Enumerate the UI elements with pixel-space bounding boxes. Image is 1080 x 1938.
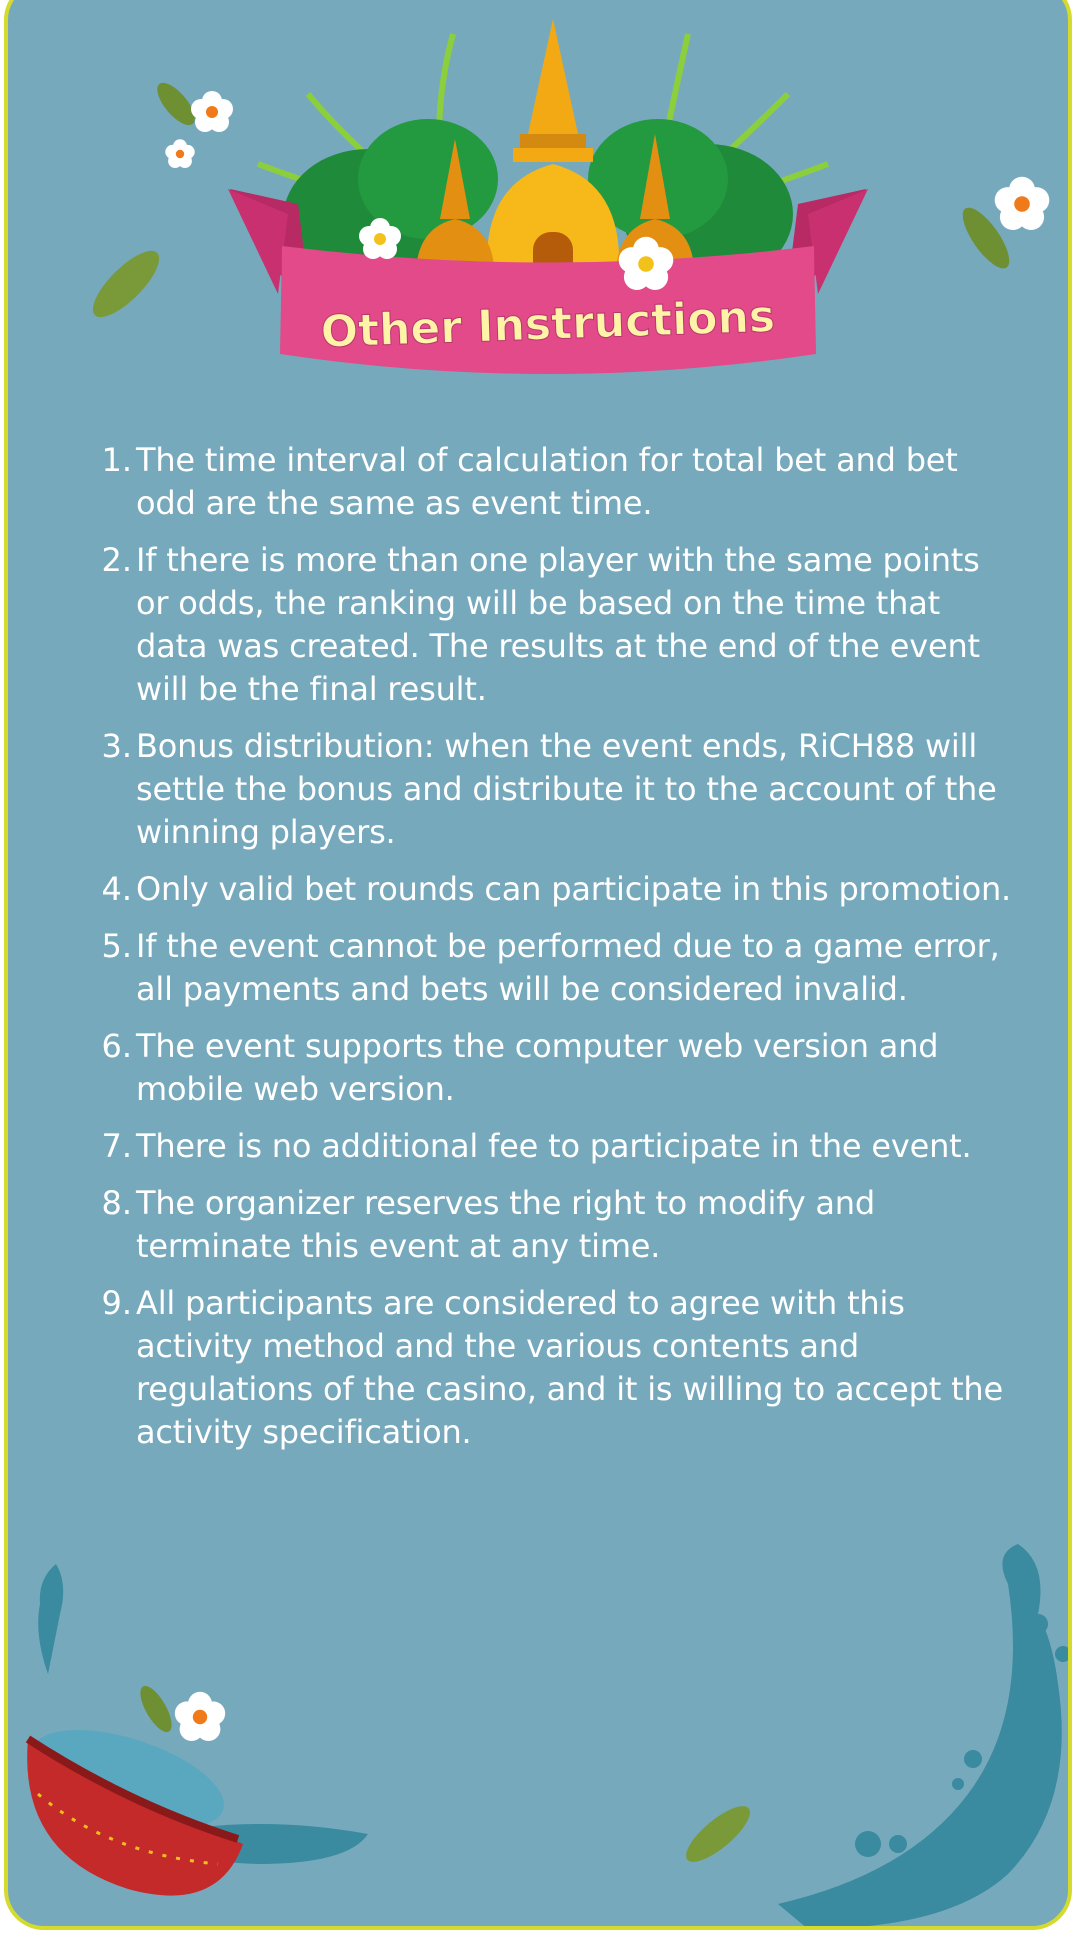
item-text: There is no additional fee to participate in the event. (136, 1127, 972, 1165)
water-splash-icon (778, 1544, 1071, 1929)
item-number: 9. (101, 1284, 132, 1322)
instructions-list (96, 439, 1016, 1468)
item-text: If the event cannot be performed due to a game error, all payments and bets will be considered invalid. (136, 927, 1000, 1008)
list-item (96, 725, 1016, 854)
water-drop-icon (38, 1564, 63, 1674)
list-item (96, 1125, 1016, 1168)
item-number: 3. (101, 727, 132, 765)
item-text: Only valid bet rounds can participate in this promotion. (136, 870, 1012, 908)
item-number: 7. (101, 1127, 132, 1165)
item-text: Bonus distribution: when the event ends, RiCH88 will settle the bonus and distribute it to the account of the winning players. (136, 727, 997, 851)
list-item (96, 925, 1016, 1011)
list-item (96, 439, 1016, 525)
item-text: The organizer reserves the right to modify and terminate this event at any time. (136, 1184, 876, 1265)
item-text: All participants are considered to agree with this activity method and the various contents and regulations of the casino, and it is willing to accept the activity specification. (136, 1284, 1003, 1451)
list-item (96, 1025, 1016, 1111)
list-item (96, 1182, 1016, 1268)
flower-icon (175, 1692, 225, 1741)
item-number: 8. (101, 1184, 132, 1222)
footer-decoration (8, 1544, 1072, 1930)
item-number: 2. (101, 541, 132, 579)
item-number: 5. (101, 927, 132, 965)
header-banner (8, 0, 1072, 404)
item-number: 6. (101, 1027, 132, 1065)
item-text: The event supports the computer web version and mobile web version. (136, 1027, 939, 1108)
item-text: If there is more than one player with the same points or odds, the ranking will be based on the time that data was created. The results at the end of the event will be the final result. (136, 541, 980, 708)
list-item (96, 1282, 1016, 1454)
list-item (96, 868, 1016, 911)
leaf-icon (678, 1798, 757, 1871)
page-title: Other Instructions (319, 291, 776, 358)
list-item (96, 539, 1016, 711)
instructions-panel (4, 0, 1072, 1930)
item-number: 1. (101, 441, 132, 479)
leaf-icon (134, 1681, 177, 1736)
item-number: 4. (101, 870, 132, 908)
item-text: The time interval of calculation for total bet and bet odd are the same as event time. (136, 441, 958, 522)
